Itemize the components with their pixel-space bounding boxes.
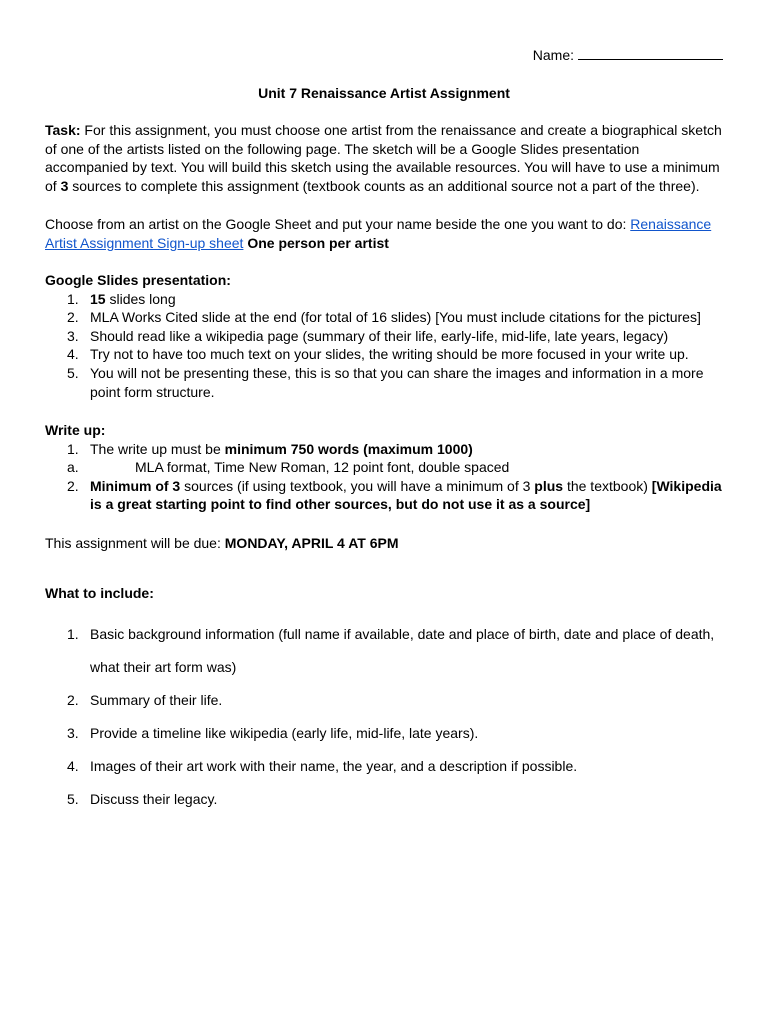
list-number: 4. xyxy=(67,758,79,774)
list-item xyxy=(45,684,715,717)
list-item xyxy=(45,717,715,750)
wikipedia-note: [Wikipedia is a great starting point to find other sources, but do not use it as a source] xyxy=(90,477,722,513)
list-item xyxy=(45,308,725,327)
slides-heading: Google Slides presentation: xyxy=(45,272,231,288)
include-section xyxy=(45,584,725,603)
word-count-requirement: minimum 750 words (maximum 1000) xyxy=(224,440,473,457)
list-item-text: Summary of their life. xyxy=(90,692,223,708)
list-number: 2. xyxy=(67,692,79,708)
due-date: MONDAY, APRIL 4 AT 6PM xyxy=(224,535,399,551)
page-title: Unit 7 Renaissance Artist Assignment xyxy=(258,85,510,101)
task-paragraph xyxy=(45,121,725,195)
list-number: 3. xyxy=(67,725,79,741)
signup-note: One person per artist xyxy=(243,234,389,251)
list-number: 1. xyxy=(67,626,79,642)
list-item-text: MLA Works Cited slide at the end (for total of 16 slides) [You must include citations for the pictures] xyxy=(90,309,701,326)
sub-list-letter: a. xyxy=(67,459,79,476)
list-item xyxy=(45,750,715,783)
list-item-text: sources (if using textbook, you will have a minimum of 3 xyxy=(180,477,535,494)
name-field-line xyxy=(533,45,723,65)
list-item xyxy=(45,327,725,346)
signup-paragraph xyxy=(45,215,725,252)
list-number: 3. xyxy=(67,327,79,344)
list-item xyxy=(45,618,715,684)
list-item-text: the textbook) xyxy=(563,477,652,494)
list-item-text: Images of their art work with their name, the year, and a description if possible. xyxy=(90,758,578,774)
list-item xyxy=(45,477,725,514)
format-requirement: MLA format, Time New Roman, 12 point font, double spaced xyxy=(135,459,510,476)
list-item xyxy=(45,364,725,401)
list-item-text: Provide a timeline like wikipedia (early life, mid-life, late years). xyxy=(90,725,479,741)
list-item-text: Should read like a wikipedia page (summary of their life, early-life, mid-life, late years, legacy) xyxy=(90,327,669,344)
minimum-sources: Minimum of 3 xyxy=(90,477,181,494)
due-date-line xyxy=(45,534,725,553)
due-text: This assignment will be due: xyxy=(45,535,225,551)
writeup-section xyxy=(45,421,725,514)
include-heading: What to include: xyxy=(45,585,154,601)
list-item xyxy=(45,290,725,309)
list-item-text: Discuss their legacy. xyxy=(90,791,218,807)
sub-list-item xyxy=(45,458,725,477)
list-number: 5. xyxy=(67,364,79,381)
list-number: 2. xyxy=(67,309,79,326)
writeup-list xyxy=(45,440,725,514)
list-item-text: slides long xyxy=(105,290,176,307)
include-list xyxy=(45,618,715,816)
task-text-2: sources to complete this assignment (textbook counts as an additional source not a part of the three). xyxy=(68,177,700,194)
name-blank[interactable] xyxy=(578,45,723,60)
list-item xyxy=(45,345,725,364)
include-list-wrap xyxy=(45,618,715,816)
task-text-1: For this assignment, you must choose one artist from the renaissance and create a biographical sketch of one of the artists listed on the following page. The sketch will be a Google Slides presentation accompanied by text. You will build this sketch using the available resources. You will have to use a minimum of xyxy=(45,122,722,194)
signup-text: Choose from an artist on the Google Sheet and put your name beside the one you want to do: xyxy=(45,216,631,232)
list-item-text: Try not to have too much text on your slides, the writing should be more focused in your write up. xyxy=(90,346,689,363)
list-number: 2. xyxy=(67,477,79,494)
list-item xyxy=(45,783,715,816)
signup-sheet-link[interactable]: Renaissance Artist Assignment Sign-up sheet xyxy=(45,216,712,251)
slides-list xyxy=(45,290,725,402)
name-label: Name: xyxy=(532,47,574,63)
plus-text: plus xyxy=(534,477,564,494)
list-number: 1. xyxy=(67,440,79,457)
slides-section xyxy=(45,271,725,401)
task-label: Task: xyxy=(45,122,81,138)
writeup-heading: Write up: xyxy=(45,422,106,438)
list-item-text: Basic background information (full name if available, date and place of birth, date and place of death, what their art form was) xyxy=(90,626,715,675)
list-number: 5. xyxy=(67,791,79,807)
list-number: 1. xyxy=(67,290,79,307)
slide-count: 15 xyxy=(90,290,106,307)
list-item-text: You will not be presenting these, this is so that you can share the images and information in a more point form structure. xyxy=(90,364,704,400)
task-source-count: 3 xyxy=(60,177,69,194)
list-item xyxy=(45,440,725,477)
list-item-text: The write up must be xyxy=(90,440,225,457)
list-number: 4. xyxy=(67,346,79,363)
